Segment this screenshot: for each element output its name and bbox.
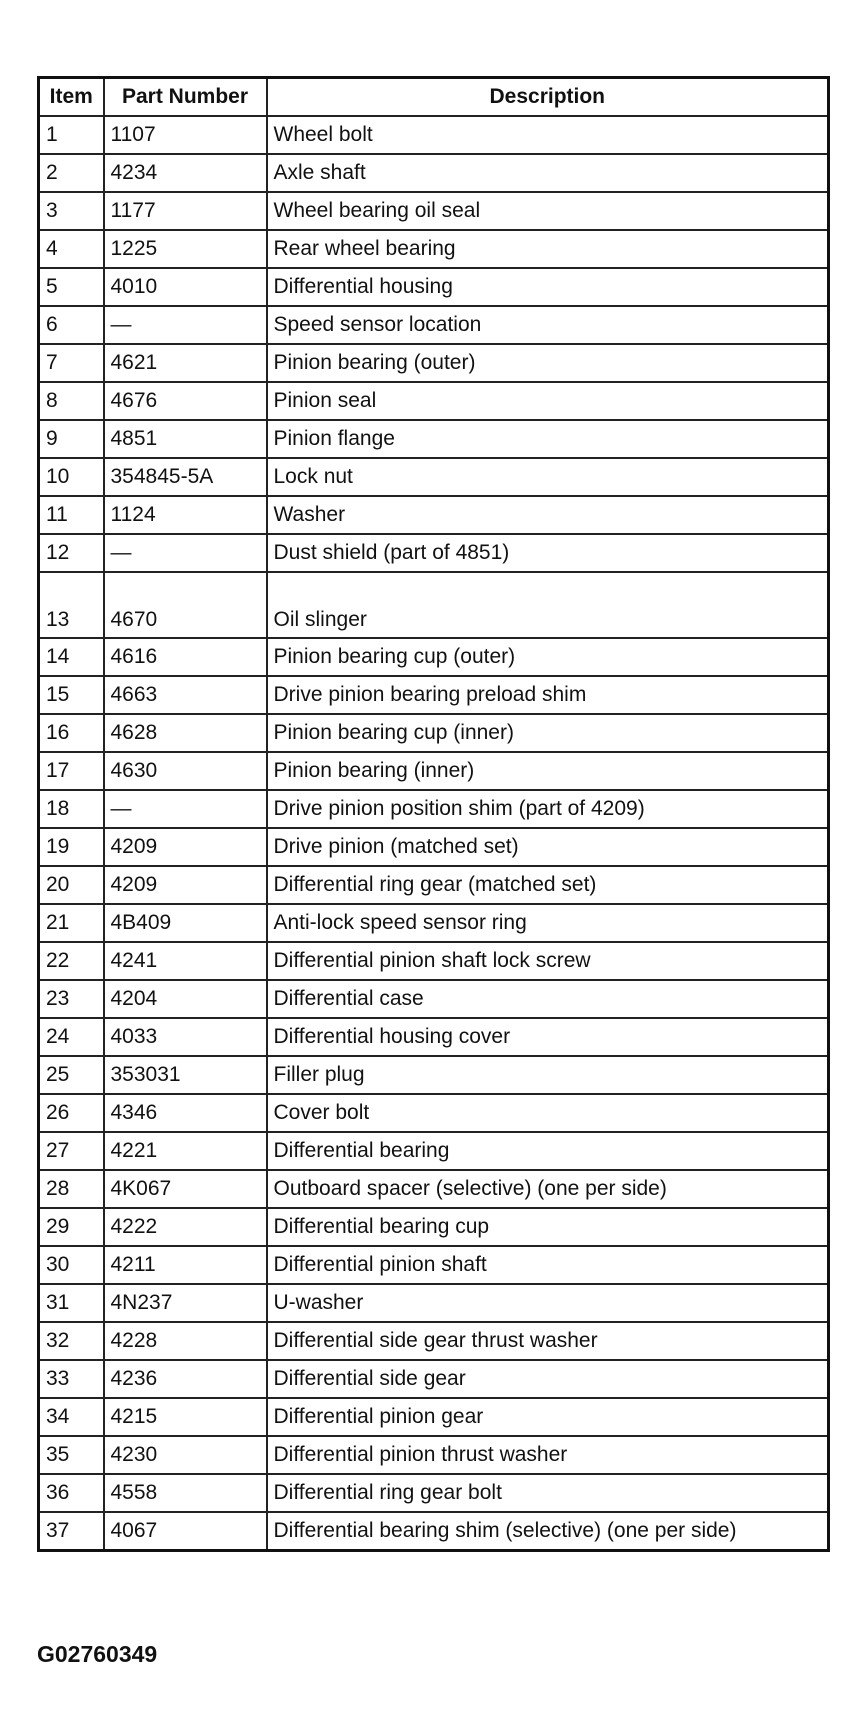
cell-part-number: 4621 [104,344,267,382]
cell-description: Pinion bearing cup (outer) [267,638,829,676]
cell-part-number: 4676 [104,382,267,420]
cell-item: 28 [39,1170,104,1208]
cell-description: Pinion seal [267,382,829,420]
table-row [39,904,829,942]
cell-item: 32 [39,1322,104,1360]
cell-description: Drive pinion bearing preload shim [267,676,829,714]
cell-part-number: 1107 [104,116,267,154]
cell-item: 8 [39,382,104,420]
cell-item: 35 [39,1436,104,1474]
cell-description: Pinion bearing (outer) [267,344,829,382]
cell-item: 25 [39,1056,104,1094]
cell-description: Differential bearing shim (selective) (one per side) [267,1512,829,1551]
cell-description: Wheel bearing oil seal [267,192,829,230]
cell-description: Outboard spacer (selective) (one per side) [267,1170,829,1208]
cell-item: 5 [39,268,104,306]
table-row [39,116,829,154]
cell-part-number: 4211 [104,1246,267,1284]
table-row [39,1246,829,1284]
table-row [39,230,829,268]
cell-part-number: 4628 [104,714,267,752]
column-header-description: Description [267,78,829,117]
cell-description: Washer [267,496,829,534]
figure-code: G02760349 [37,1641,158,1667]
cell-part-number: 1177 [104,192,267,230]
cell-item: 9 [39,420,104,458]
cell-item: 17 [39,752,104,790]
table-row [39,1436,829,1474]
table-row [39,1512,829,1551]
table-row [39,382,829,420]
cell-item: 2 [39,154,104,192]
cell-item: 15 [39,676,104,714]
cell-description: Differential case [267,980,829,1018]
cell-item: 19 [39,828,104,866]
cell-description: Differential pinion shaft lock screw [267,942,829,980]
cell-part-number: 4N237 [104,1284,267,1322]
cell-part-number: 4204 [104,980,267,1018]
cell-part-number: 4067 [104,1512,267,1551]
cell-item: 21 [39,904,104,942]
cell-part-number: 4209 [104,828,267,866]
table-row [39,154,829,192]
table-row [39,1132,829,1170]
cell-part-number: 4230 [104,1436,267,1474]
cell-part-number: 4K067 [104,1170,267,1208]
cell-description: Anti-lock speed sensor ring [267,904,829,942]
cell-part-number: 1124 [104,496,267,534]
cell-description: Drive pinion position shim (part of 4209) [267,790,829,828]
table-row [39,752,829,790]
cell-part-number: 4222 [104,1208,267,1246]
cell-part-number: 4558 [104,1474,267,1512]
table-row [39,638,829,676]
cell-item: 36 [39,1474,104,1512]
table-row [39,1322,829,1360]
cell-item: 37 [39,1512,104,1551]
table-row [39,1170,829,1208]
cell-item: 23 [39,980,104,1018]
cell-description: Dust shield (part of 4851) [267,534,829,572]
cell-item: 29 [39,1208,104,1246]
cell-description: Differential bearing [267,1132,829,1170]
cell-item: 34 [39,1398,104,1436]
cell-item: 3 [39,192,104,230]
cell-description: Oil slinger [267,572,829,638]
table-row [39,572,829,638]
cell-part-number: 4221 [104,1132,267,1170]
cell-part-number: 4234 [104,154,267,192]
cell-part-number: 4010 [104,268,267,306]
cell-description: Pinion bearing cup (inner) [267,714,829,752]
table-row [39,676,829,714]
table-row [39,790,829,828]
table-body [39,116,829,1551]
table-row [39,458,829,496]
cell-item: 13 [39,572,104,638]
column-header-part-number: Part Number [104,78,267,117]
cell-description: Differential housing [267,268,829,306]
cell-item: 12 [39,534,104,572]
cell-description: Differential pinion gear [267,1398,829,1436]
cell-description: Drive pinion (matched set) [267,828,829,866]
table-row [39,268,829,306]
table-row [39,496,829,534]
cell-part-number: 4236 [104,1360,267,1398]
cell-part-number: — [104,790,267,828]
cell-description: Wheel bolt [267,116,829,154]
table-row [39,344,829,382]
table-row [39,980,829,1018]
cell-item: 7 [39,344,104,382]
cell-description: Pinion flange [267,420,829,458]
cell-part-number: 4670 [104,572,267,638]
table-row [39,1208,829,1246]
cell-description: Differential pinion shaft [267,1246,829,1284]
cell-part-number: 354845-5A [104,458,267,496]
cell-item: 24 [39,1018,104,1056]
cell-description: Differential pinion thrust washer [267,1436,829,1474]
table-row [39,534,829,572]
cell-part-number: 353031 [104,1056,267,1094]
table-row [39,942,829,980]
cell-description: Filler plug [267,1056,829,1094]
cell-part-number: 1225 [104,230,267,268]
cell-item: 11 [39,496,104,534]
cell-part-number: 4630 [104,752,267,790]
cell-description: Differential bearing cup [267,1208,829,1246]
cell-part-number: 4241 [104,942,267,980]
column-header-item: Item [39,78,104,117]
table-row [39,1360,829,1398]
cell-description: Rear wheel bearing [267,230,829,268]
cell-part-number: 4346 [104,1094,267,1132]
cell-description: Differential ring gear (matched set) [267,866,829,904]
cell-part-number: — [104,306,267,344]
table-row [39,420,829,458]
cell-item: 4 [39,230,104,268]
table-row [39,1398,829,1436]
cell-part-number: 4851 [104,420,267,458]
cell-item: 18 [39,790,104,828]
cell-description: Differential side gear [267,1360,829,1398]
cell-part-number: 4663 [104,676,267,714]
cell-item: 6 [39,306,104,344]
table-row [39,1284,829,1322]
cell-item: 16 [39,714,104,752]
cell-item: 22 [39,942,104,980]
cell-item: 30 [39,1246,104,1284]
cell-part-number: 4215 [104,1398,267,1436]
table-header-row [39,78,829,117]
cell-part-number: 4616 [104,638,267,676]
table-row [39,306,829,344]
cell-description: Lock nut [267,458,829,496]
cell-part-number: 4209 [104,866,267,904]
cell-description: Differential housing cover [267,1018,829,1056]
cell-description: Differential ring gear bolt [267,1474,829,1512]
table-row [39,192,829,230]
cell-item: 27 [39,1132,104,1170]
table-row [39,1474,829,1512]
cell-description: Axle shaft [267,154,829,192]
cell-part-number: — [104,534,267,572]
table-row [39,1056,829,1094]
table-row [39,1094,829,1132]
cell-item: 26 [39,1094,104,1132]
cell-description: U-washer [267,1284,829,1322]
cell-description: Differential side gear thrust washer [267,1322,829,1360]
cell-item: 14 [39,638,104,676]
cell-part-number: 4B409 [104,904,267,942]
cell-description: Pinion bearing (inner) [267,752,829,790]
cell-part-number: 4033 [104,1018,267,1056]
cell-part-number: 4228 [104,1322,267,1360]
table-row [39,866,829,904]
cell-item: 20 [39,866,104,904]
cell-item: 10 [39,458,104,496]
table-row [39,1018,829,1056]
cell-item: 33 [39,1360,104,1398]
cell-description: Speed sensor location [267,306,829,344]
cell-item: 1 [39,116,104,154]
parts-table [37,76,830,1552]
cell-description: Cover bolt [267,1094,829,1132]
cell-item: 31 [39,1284,104,1322]
table-row [39,714,829,752]
table-row [39,828,829,866]
